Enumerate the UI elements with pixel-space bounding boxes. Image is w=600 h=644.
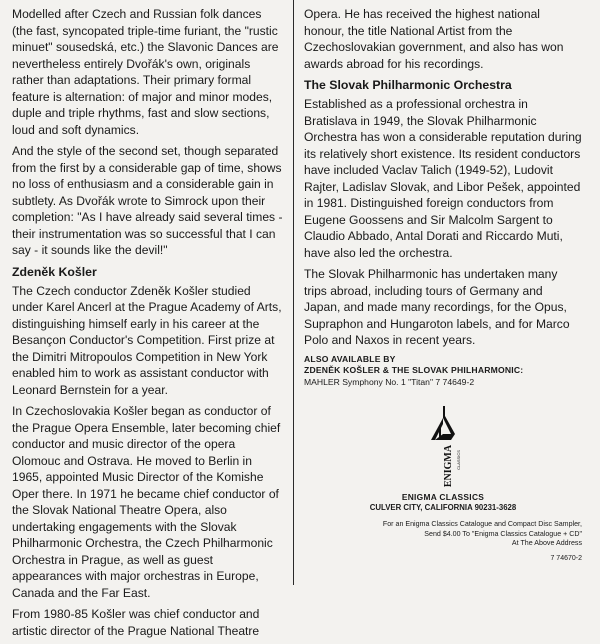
offer-line-1: For an Enigma Classics Catalogue and Compact Disc Sampler, [382, 520, 582, 528]
paragraph-kosler-career: In Czechoslovakia Košler began as conductor of the Prague Opera Ensemble, later becoming chief conductor and music director of the opera Olomouc and Ostrava. He moved to Berlin in 1965, appointed Music Director of the Komishe Oper there. In 1971 he became chief conductor of the Slovak National Theatre Opera, also undertaking engagements with the Slovak Philharmonic Orchestra, the Czech Philharmonic Orchestra in Prague, as well as guest appearances with major orchestras in Europe, Canada and the Far East. [12, 404, 281, 600]
paragraph-kosler-prague: From 1980-85 Košler was chief conductor and artistic director of the Prague National Theatre [12, 607, 260, 638]
paragraph-kosler-training: The Czech conductor Zdeněk Košler studied under Karel Ancerl at the Prague Academy of Arts, distinguishing himself early in his career at the Besançon Conductor's Competition. First prize at the Dimitri Mitropoulos Competition in New York enabled him to work as assistant conductor with Leonard Bernstein for a year. [12, 283, 282, 397]
label-address: CULVER CITY, CALIFORNIA 90231-3628 [369, 503, 517, 512]
paragraph-orchestra-history: Established as a professional orchestra in Bratislava in 1949, the Slovak Philharmonic Orchestra has won a considerable reputation during its relatively short existence. Its resident conductors have included Vaclav Talich (1949-52), Ludovit Rajter, Ladislav Slovak, and Libor Pešek, appointed in 1981. Distinguished foreign conductors from Eugene Goossens and Sir Malcolm Sargent to Claudio Abbado, Antal Dorati and Riccardo Muti, have also led the orchestra. [304, 97, 582, 260]
column-divider [293, 0, 294, 585]
also-available-artists: ZDENĚK KOŠLER & THE SLOVAK PHILHARMONIC: [304, 365, 524, 375]
label-block [304, 404, 582, 562]
paragraph-honours: Opera. He has received the highest national honour, the title National Artist from the Czechoslovakian government, and also has won awards abroad for his recordings. [304, 7, 564, 71]
also-available-heading: ALSO AVAILABLE BY [304, 353, 396, 364]
catalogue-offer [304, 520, 582, 549]
heading-orchestra: The Slovak Philharmonic Orchestra [304, 78, 512, 92]
enigma-logo-icon [421, 404, 465, 490]
right-column [304, 6, 582, 562]
offer-line-2: Send $4.00 To "Enigma Classics Catalogue + CD" [424, 529, 582, 538]
left-column [12, 6, 284, 644]
paragraph-dances: Modelled after Czech and Russian folk dances (the fast, syncopated triple-time furiant, the "rustic minuet" sousedská, etc.) the Slavonic Dances are nevertheless entirely Dvořák's own, originals rather than adaptations. Their primary formal feature is alternation: of major and minor modes, duple and triple rhythms, fast and slow sections, loud and soft dynamics. [12, 7, 279, 137]
label-name: ENIGMA CLASSICS [401, 492, 485, 502]
enigma-logo [421, 404, 465, 490]
catalog-number: 7 74670-2 [550, 554, 582, 562]
logo-word: ENIGMA [443, 444, 454, 488]
also-available-item: MAHLER Symphony No. 1 "Titan" 7 74649-2 [304, 376, 475, 387]
offer-line-3: At The Above Address [511, 539, 582, 548]
paragraph-orchestra-tours: The Slovak Philharmonic has undertaken many trips abroad, including tours of Germany and Japan, and made many recordings, for the Opus, Supraphon and Hungaroton labels, and for Marco Polo and Naxos in recent years. [304, 267, 570, 347]
logo-sub: CLASSICS [456, 450, 461, 470]
paragraph-second-set: And the style of the second set, though separated from the first by a considerable gap of time, shows no loss of enthusiasm and a considerable gain in subtlety. As Dvořák wrote to Simrock upon their completion: "As I have already said several times - their instrumentation was so successful that I can say - it sounds like the devil!" [12, 144, 283, 257]
heading-kosler: Zdeněk Košler [12, 264, 97, 279]
also-available [304, 354, 582, 389]
